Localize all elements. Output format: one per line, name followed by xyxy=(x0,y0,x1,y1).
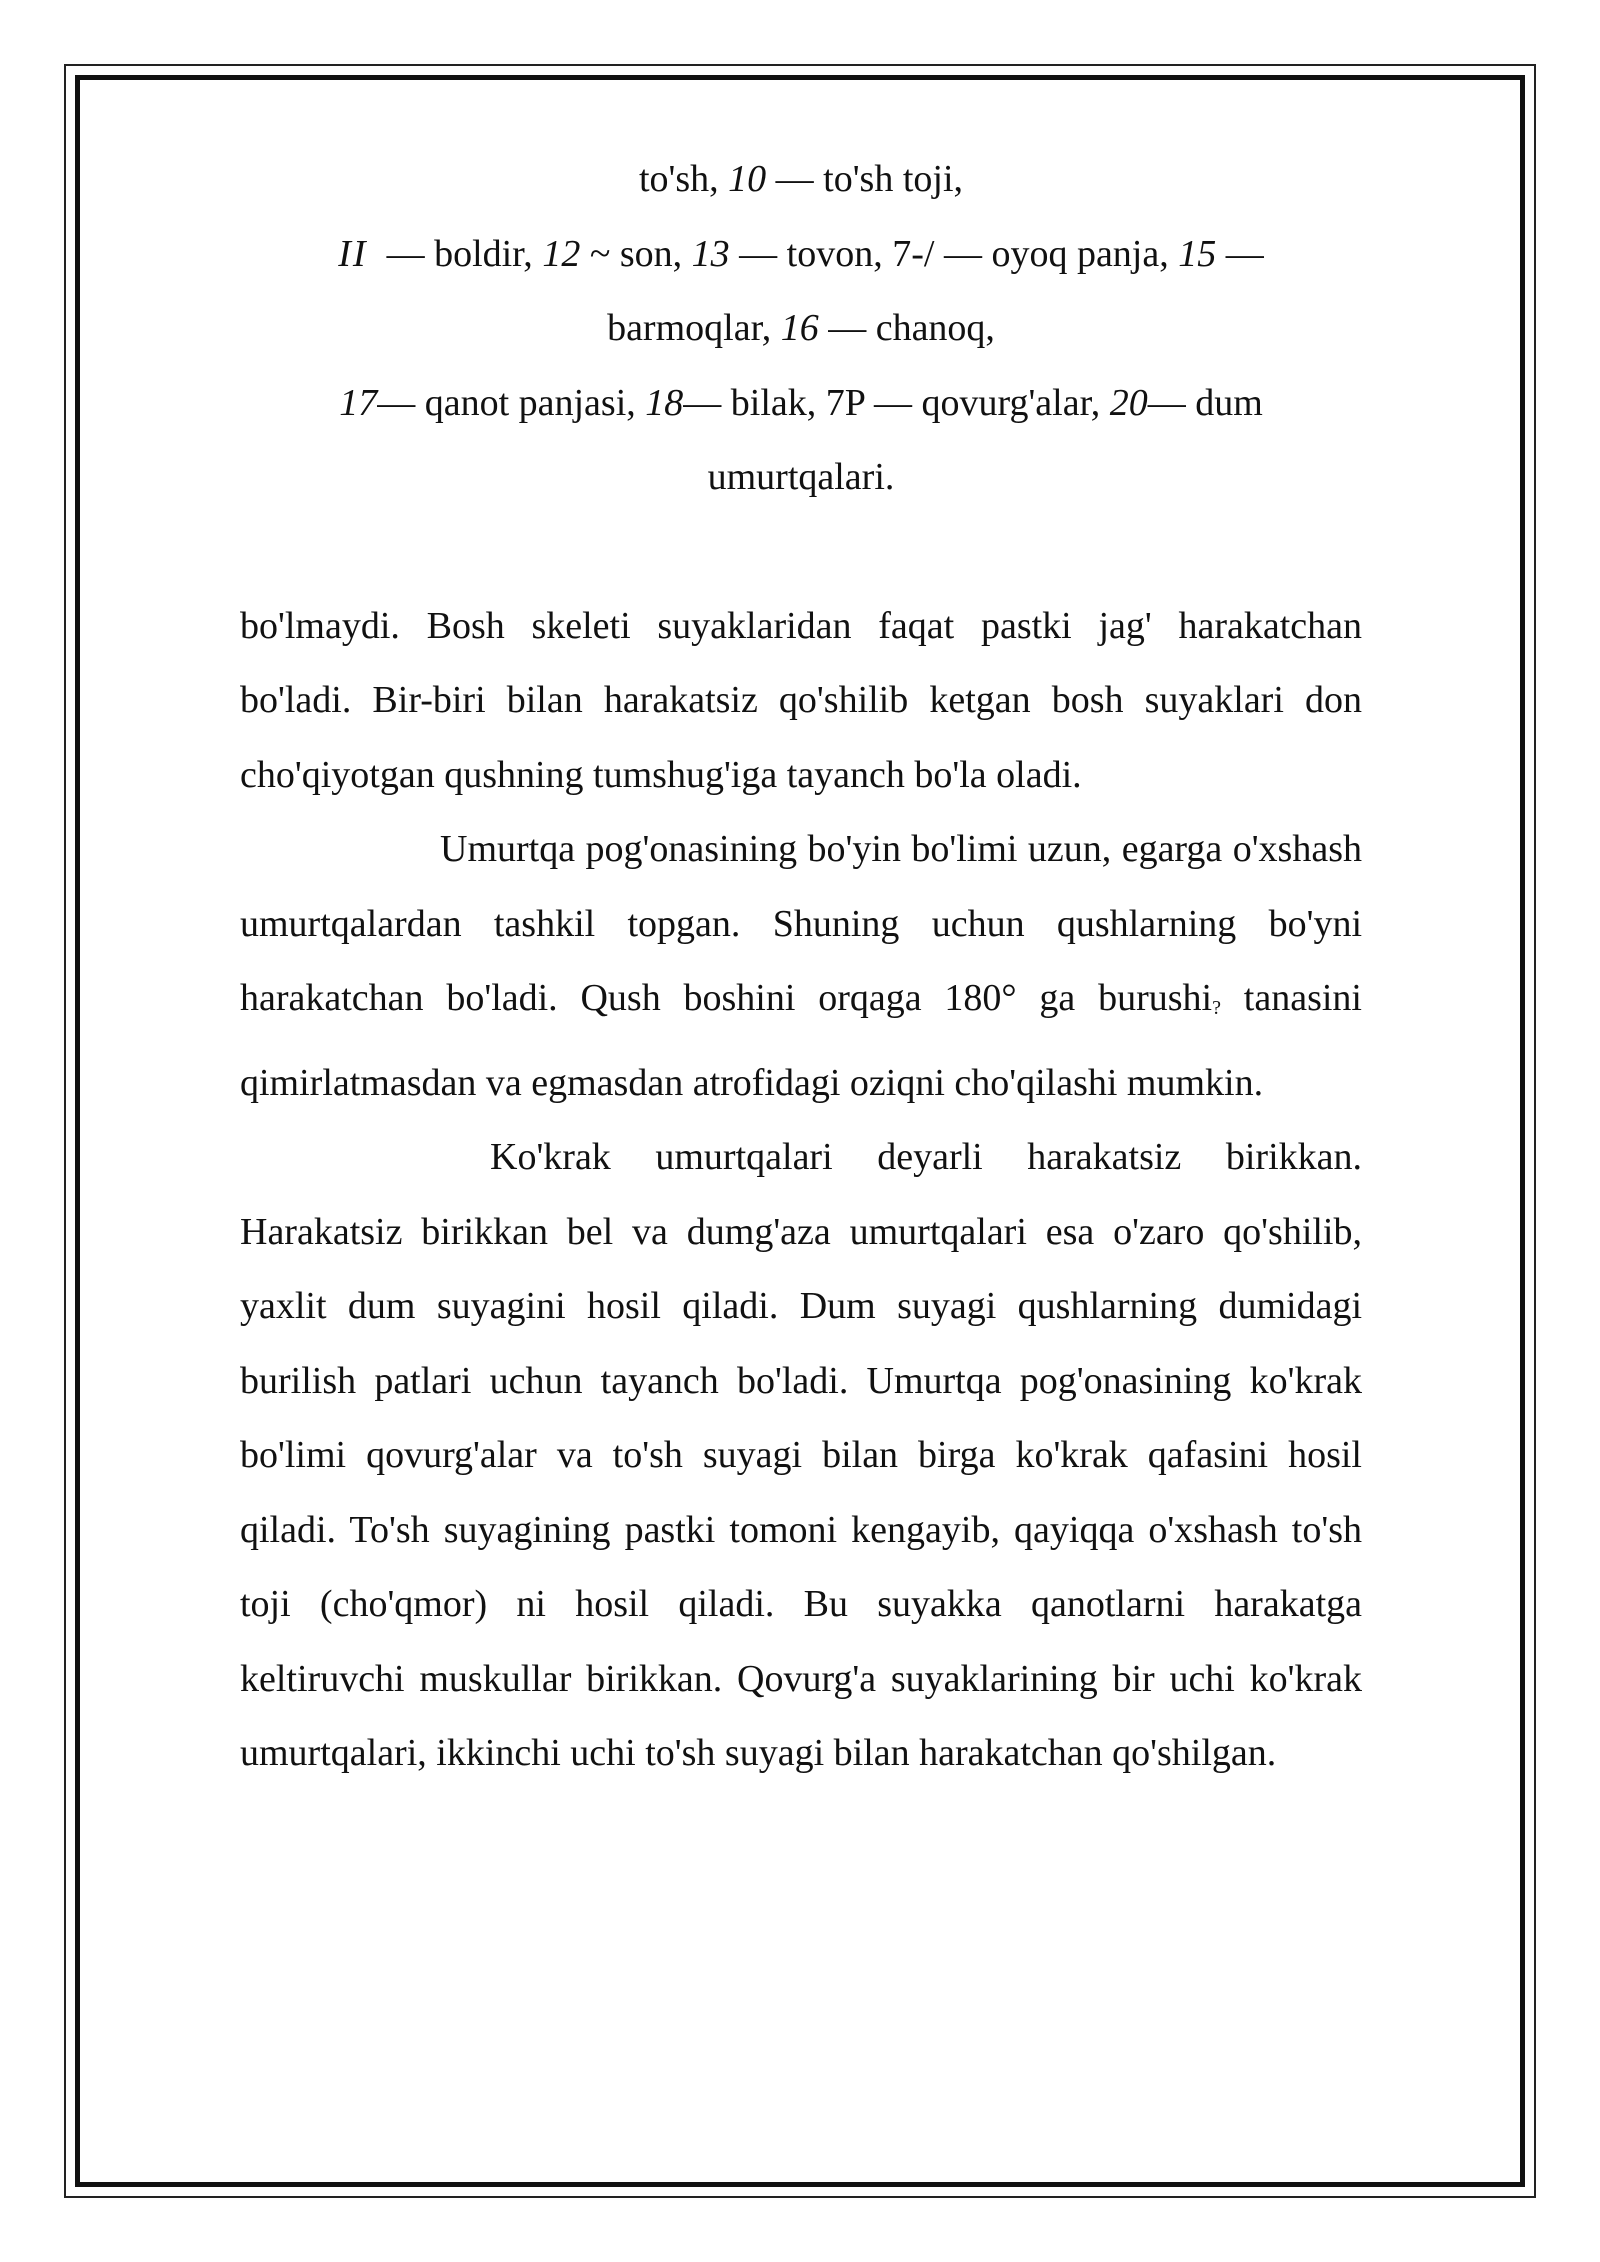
caption-number: 18 xyxy=(645,381,684,424)
figure-caption xyxy=(240,142,1362,515)
caption-text: — to'sh toji, xyxy=(766,158,964,200)
caption-text: — boldir, xyxy=(367,232,543,275)
caption-number: 15 xyxy=(1178,232,1217,275)
caption-text: — qanot panjasi, xyxy=(377,381,646,424)
paragraph-1: bo'lmaydi. Bosh skeleti suyaklaridan faqat pastki jag' harakatchan bo'ladi. Bir-biri bilan harakatsiz qo'shilib ketgan bosh suyaklari don cho'qiyotgan qushning tumshug'iga tayanch bo'la oladi. xyxy=(240,604,1362,796)
paragraph-2-text: Umurtqa pog'onasining bo'yin bo'limi uzun, egarga o'xshash umurtqalardan tashkil topgan. Shuning uchun qushlarning bo'yni harakatchan bo'ladi. Qush boshini orqaga 180° ga burushi xyxy=(240,828,1362,1019)
caption-text: — tovon, 7-/ — oyoq panja, xyxy=(729,232,1179,275)
caption-number: 10 xyxy=(728,158,767,200)
caption-number: II xyxy=(338,232,368,275)
subscript-mark: ? xyxy=(1212,997,1221,1019)
caption-text: — chanoq, xyxy=(818,307,995,349)
caption-text: ~ son, xyxy=(580,232,692,275)
caption-text: — xyxy=(1216,232,1264,275)
caption-text: — bilak, 7P — qovurg'alar, xyxy=(683,381,1110,424)
caption-text: to'sh, xyxy=(638,158,729,200)
caption-line-1 xyxy=(240,142,1362,217)
caption-text: barmoqlar, xyxy=(607,307,781,349)
caption-line-4 xyxy=(240,366,1362,441)
caption-line-2 xyxy=(240,217,1362,292)
caption-number: 20 xyxy=(1109,381,1148,424)
caption-text: — dum xyxy=(1147,381,1263,424)
caption-number: 12 xyxy=(542,232,581,275)
caption-number: 17 xyxy=(339,381,378,424)
paragraph-3: Ko'krak umurtqalari deyarli harakatsiz birikkan. Harakatsiz birikkan bel va dumg'aza umurtqalari esa o'zaro qo'shilib, yaxlit dum suyagini hosil qiladi. Dum suyagi qushlarning dumidagi burilish patlari uchun tayanch bo'ladi. Umurtqa pog'onasining ko'krak bo'limi qovurg'alar va to'sh suyagi bilan birga ko'krak qafasini hosil qiladi. To'sh suyagining pastki tomoni kengayib, qayiqqa o'xshash to'sh toji (cho'qmor) ni hosil qiladi. Bu suyakka qanotlarni harakatga keltiruvchi muskullar birikkan. Qovurg'a suyaklarining bir uchi ko'krak umurtqalari, ikkinchi uchi to'sh suyagi bilan harakatchan qo'shilgan. xyxy=(240,1136,1362,1774)
body-text xyxy=(240,589,1362,1791)
document-page xyxy=(240,142,1362,1791)
caption-line-5: umurtqalari. xyxy=(707,456,895,498)
caption-line-3 xyxy=(240,291,1362,366)
caption-number: 13 xyxy=(691,232,730,275)
caption-number: 16 xyxy=(780,307,819,349)
paragraph-2-text-cont: tanasini qimirlatmasdan va egmasdan atrofidagi oziqni cho'qilashi mumkin. xyxy=(240,977,1362,1104)
paragraph-2 xyxy=(240,812,1362,1120)
